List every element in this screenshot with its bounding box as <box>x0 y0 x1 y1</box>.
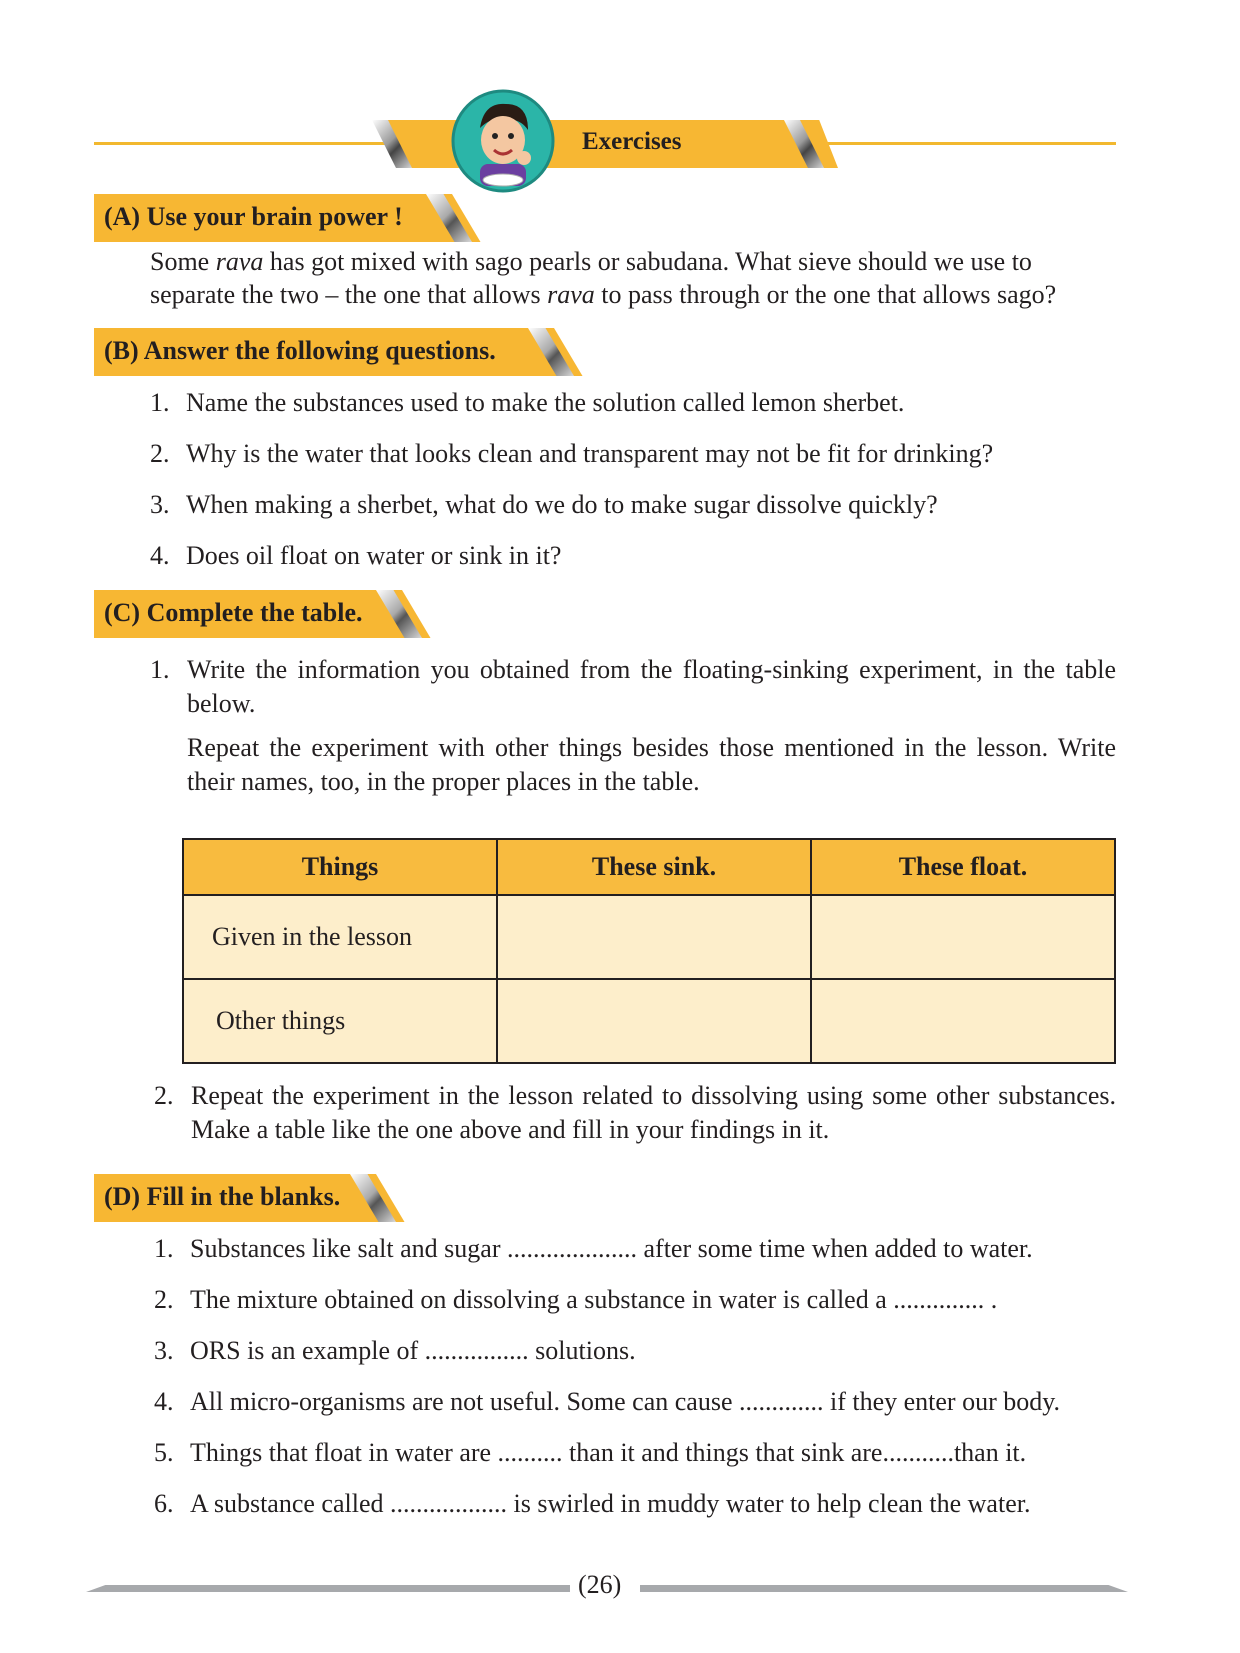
section-c-item-2-text: Repeat the experiment in the lesson related to dissolving using some other substances. Make a table like the one above and fill in your findings in it. <box>191 1081 1116 1144</box>
section-c-item-1-number: 1. <box>150 655 170 684</box>
list-item: 1. Name the substances used to make the solution called lemon sherbet. <box>150 388 905 417</box>
column-header-float: These float. <box>811 839 1115 895</box>
list-item: 4. Does oil float on water or sink in it? <box>150 541 562 570</box>
section-c-item-1-paragraph-2: Repeat the experiment with other things besides those mentioned in the lesson. Write their names, too, in the proper places in the table. <box>187 733 1116 796</box>
column-header-things: Things <box>183 839 497 895</box>
column-header-sink: These sink. <box>497 839 811 895</box>
section-a-heading: (A) Use your brain power ! <box>104 202 403 231</box>
page-number: (26) <box>578 1570 622 1599</box>
blank-cell[interactable] <box>497 979 811 1063</box>
boy-eating-icon <box>450 88 556 194</box>
row-label: Given in the lesson <box>183 895 497 979</box>
list-item: 3. ORS is an example of ................ solutions. <box>154 1336 636 1365</box>
section-d-heading: (D) Fill in the blanks. <box>104 1182 341 1211</box>
list-item: 3. When making a sherbet, what do we do to make sugar dissolve quickly? <box>150 490 938 519</box>
section-b-header <box>94 328 554 376</box>
table-row <box>183 979 1115 1063</box>
section-a-line-2: separate the two – the one that allows rava to pass through or the one that allows sago? <box>150 280 1057 309</box>
row-label: Other things <box>183 979 497 1063</box>
section-c-heading: (C) Complete the table. <box>104 598 363 627</box>
section-a-line-1: Some rava has got mixed with sago pearls or sabudana. What sieve should we use to <box>150 247 1032 276</box>
page-title: Exercises <box>582 128 682 155</box>
footer-rule-left <box>86 1585 570 1592</box>
list-item: 6. A substance called .................. is swirled in muddy water to help clean the water. <box>154 1489 1031 1518</box>
section-c-item-2-number: 2. <box>154 1081 174 1110</box>
footer-rule-right <box>640 1585 1128 1592</box>
section-c-item-1-text: Write the information you obtained from the floating-sinking experiment, in the table below. <box>187 655 1116 718</box>
list-item: 2. The mixture obtained on dissolving a substance in water is called a .............. . <box>154 1285 998 1314</box>
blank-cell[interactable] <box>811 979 1115 1063</box>
blank-cell[interactable] <box>497 895 811 979</box>
list-item: 5. Things that float in water are .......... than it and things that sink are...........than it. <box>154 1438 1027 1467</box>
header-rule-left <box>94 142 394 145</box>
header-rule-right <box>820 142 1116 145</box>
float-sink-table <box>182 838 1116 1064</box>
list-item: 4. All micro-organisms are not useful. Some can cause ............. if they enter our body. <box>154 1387 1061 1416</box>
table-header-row <box>183 839 1115 895</box>
section-c-header <box>94 590 402 638</box>
section-b-heading: (B) Answer the following questions. <box>104 336 496 365</box>
table-row <box>183 895 1115 979</box>
section-a-header <box>94 194 452 242</box>
section-d-header <box>94 1174 376 1222</box>
list-item: 2. Why is the water that looks clean and transparent may not be fit for drinking? <box>150 439 994 468</box>
list-item: 1. Substances like salt and sugar .................... after some time when added to water. <box>154 1234 1033 1263</box>
blank-cell[interactable] <box>811 895 1115 979</box>
